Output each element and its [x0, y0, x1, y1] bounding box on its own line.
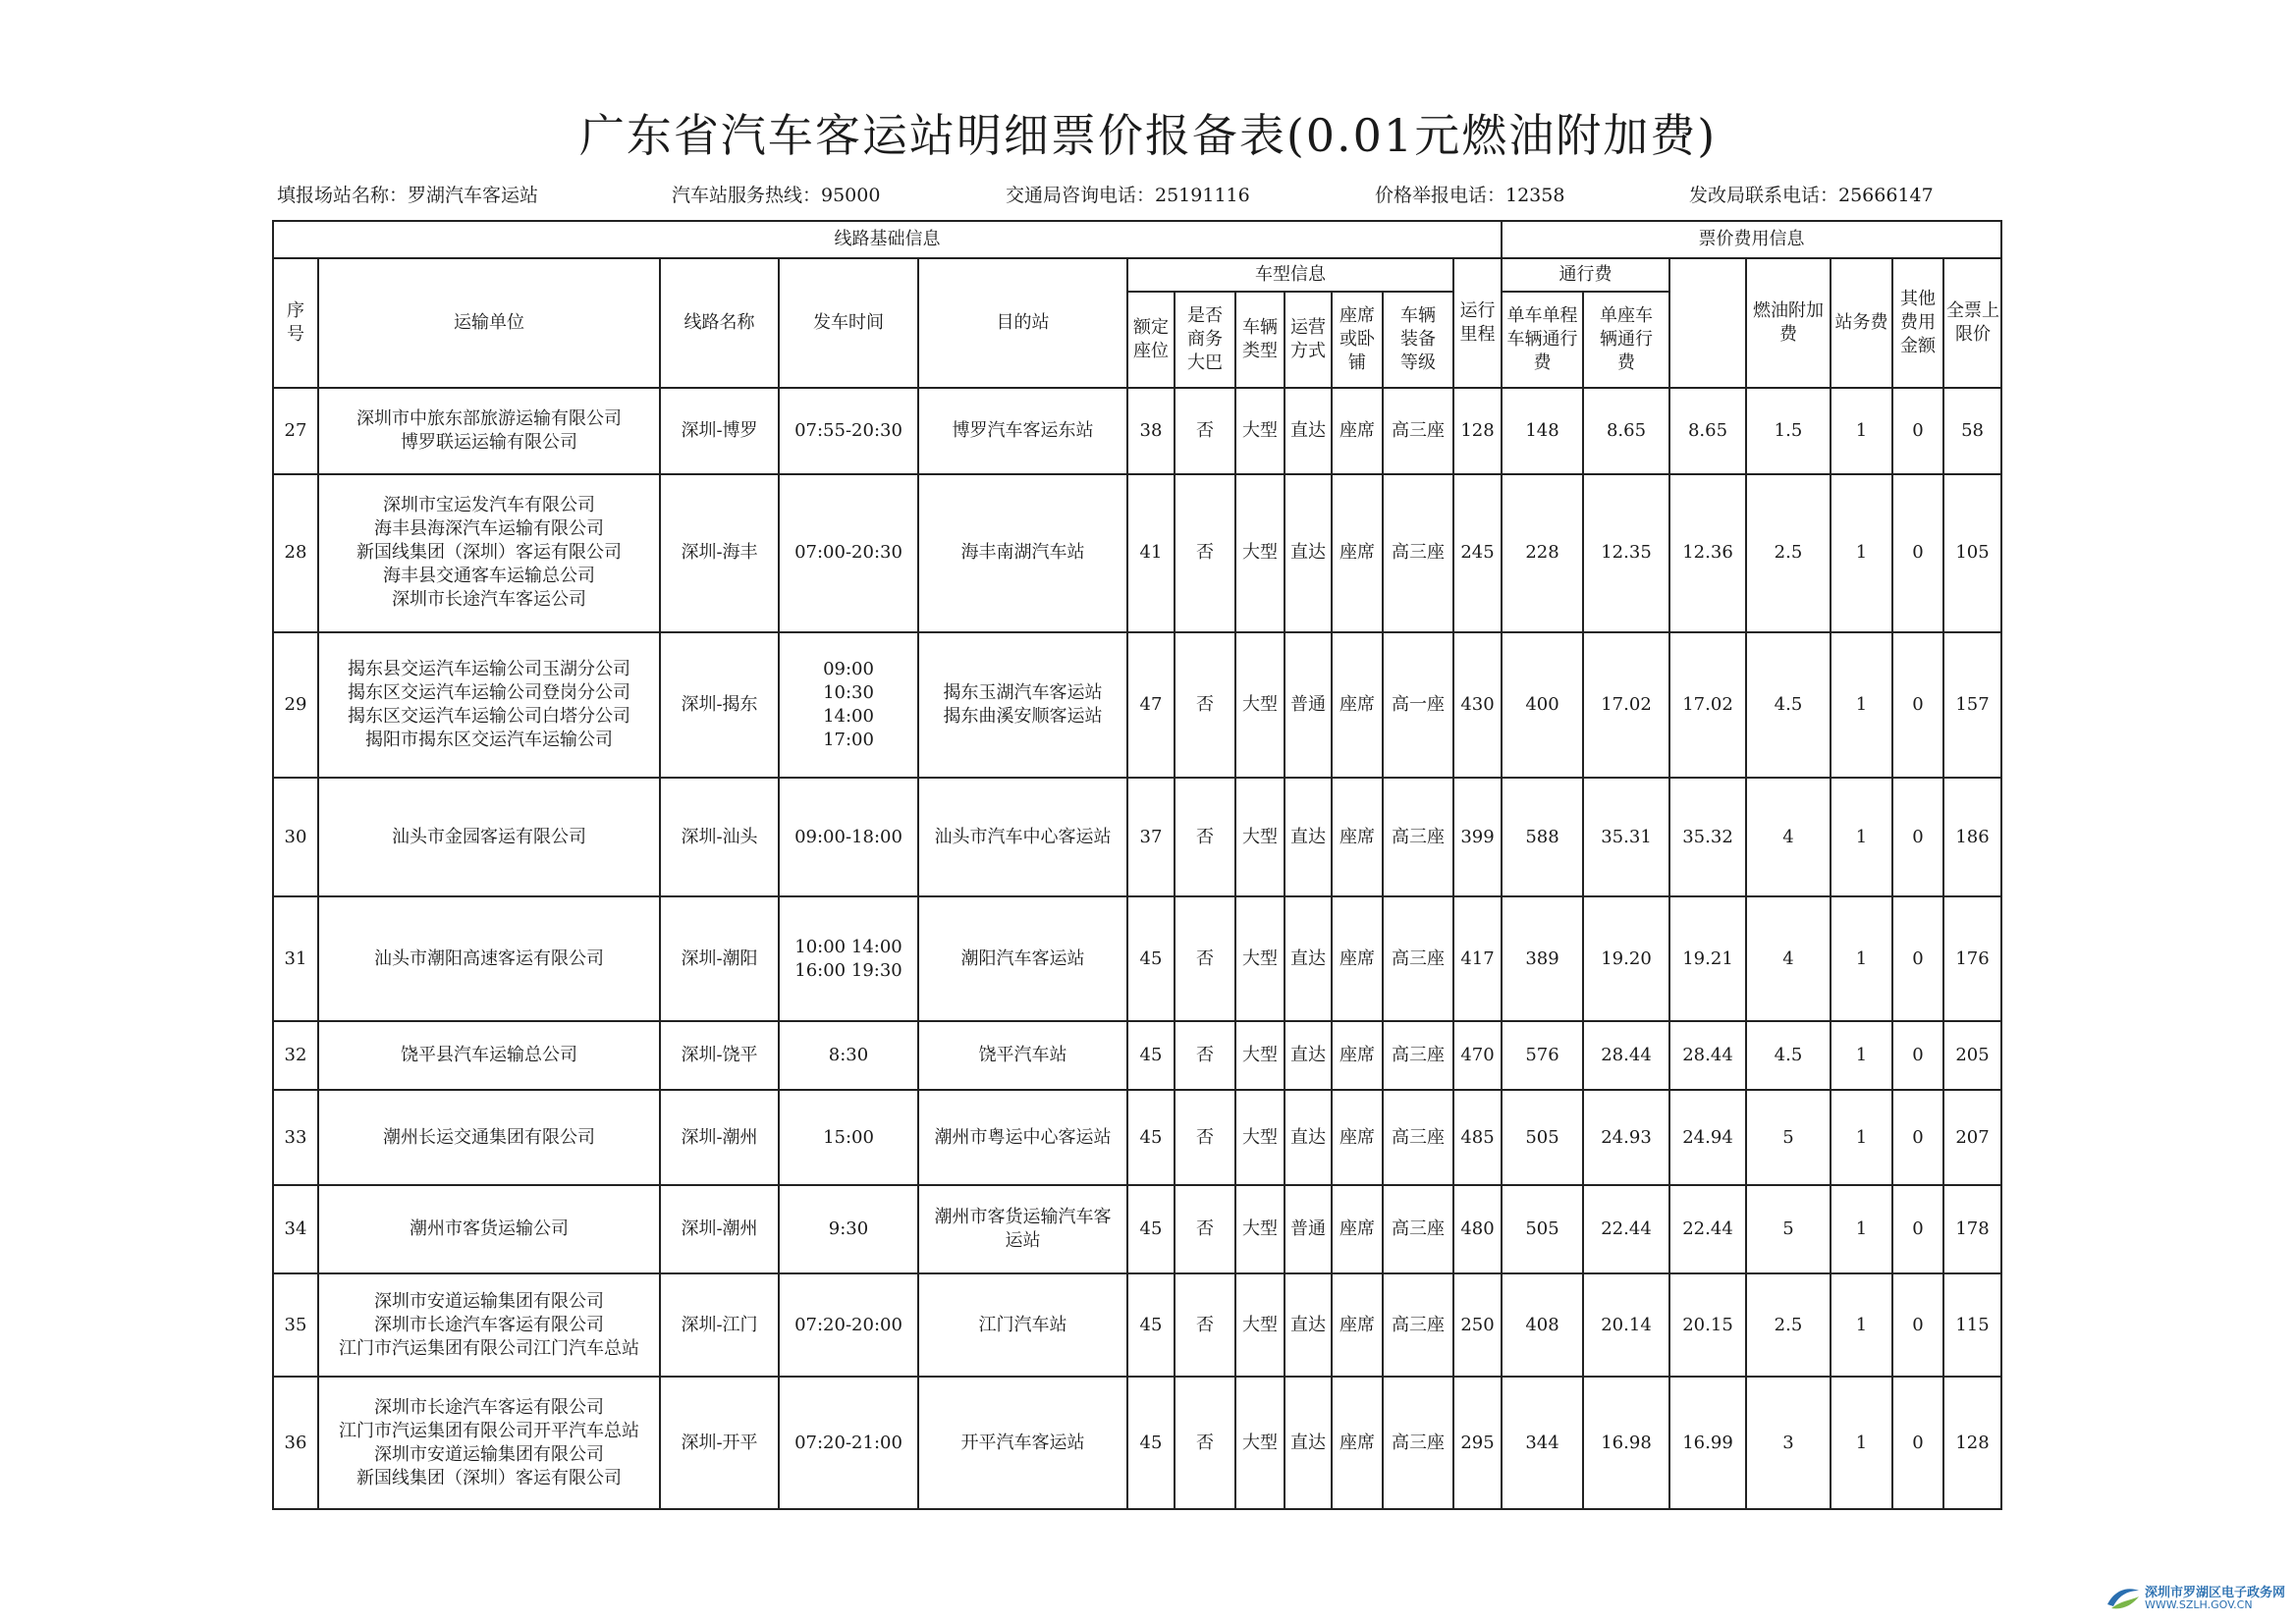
toll-seat-cell: 16.98	[1583, 1377, 1669, 1509]
mileage-cell: 485	[1453, 1090, 1502, 1185]
company-cell-line: 江门市汽运集团有限公司开平汽车总站	[339, 1420, 639, 1441]
company-cell-line: 揭东区交运汽车运输公司白塔分公司	[348, 705, 630, 727]
seq-cell: 28	[273, 474, 318, 632]
seq-cell: 36	[273, 1377, 318, 1509]
dest-cell	[918, 778, 1127, 896]
other-fee-cell: 0	[1892, 388, 1943, 474]
toll-single-cell: 576	[1502, 1021, 1583, 1090]
station-fee-cell: 1	[1831, 388, 1892, 474]
business-cell: 否	[1175, 1021, 1235, 1090]
mode-cell: 普通	[1285, 632, 1332, 779]
time-cell	[779, 388, 918, 474]
other-fee-cell: 0	[1892, 1273, 1943, 1377]
mode-cell: 直达	[1285, 1377, 1332, 1509]
station-hotline: 汽车站服务热线：95000	[672, 185, 881, 206]
company-cell-line: 汕头市潮阳高速客运有限公司	[374, 947, 604, 969]
time-cell	[779, 778, 918, 896]
mileage-cell: 430	[1453, 632, 1502, 779]
seq-cell: 27	[273, 388, 318, 474]
col-mode: 运营方式	[1285, 292, 1332, 388]
watermark-logo	[2105, 1579, 2292, 1618]
line-cell: 深圳-饶平	[660, 1021, 779, 1090]
time-cell-line: 15:00	[823, 1126, 874, 1148]
col-seat-type: 座席或卧铺	[1332, 292, 1383, 388]
station-name: 填报场站名称：罗湖汽车客运站	[277, 185, 539, 206]
time-cell-line: 10:00 14:00	[794, 936, 902, 957]
dest-cell	[918, 632, 1127, 779]
col-grade: 车辆装备等级	[1383, 292, 1453, 388]
time-cell-line: 14:00	[823, 705, 874, 727]
station-fee-cell: 1	[1831, 1273, 1892, 1377]
toll-single-cell: 148	[1502, 388, 1583, 474]
seq-cell: 30	[273, 778, 318, 896]
grade-cell: 高三座	[1383, 1090, 1453, 1185]
station-fee-cell: 1	[1831, 896, 1892, 1021]
station-fee-cell: 1	[1831, 778, 1892, 896]
company-cell	[318, 896, 660, 1021]
company-cell-line: 深圳市长途汽车客运有限公司	[374, 1396, 604, 1418]
dest-cell-line: 饶平汽车站	[978, 1045, 1067, 1066]
col-mileage: 运行里程	[1453, 258, 1502, 388]
mode-cell: 直达	[1285, 388, 1332, 474]
limit-cell: 115	[1943, 1273, 2001, 1377]
business-cell: 否	[1175, 388, 1235, 474]
company-cell-line: 海丰县海深汽车运输有限公司	[374, 518, 604, 540]
dest-cell	[918, 896, 1127, 1021]
fare-cell: 20.15	[1669, 1273, 1746, 1377]
vtype-cell: 大型	[1235, 388, 1285, 474]
seat-type-cell: 座席	[1332, 1185, 1383, 1274]
seat-type-cell: 座席	[1332, 474, 1383, 632]
col-dest: 目的站	[918, 258, 1127, 388]
company-cell-line: 深圳市宝运发汽车有限公司	[383, 495, 595, 516]
business-cell: 否	[1175, 1185, 1235, 1274]
col-toll-single: 单车单程车辆通行费	[1502, 292, 1583, 388]
dest-cell-line: 潮阳汽车客运站	[960, 947, 1085, 969]
seat-type-cell: 座席	[1332, 896, 1383, 1021]
fuel-cell: 1.5	[1746, 388, 1831, 474]
company-cell-line: 深圳市长途汽车客运有限公司	[374, 1314, 604, 1335]
dest-cell	[918, 1273, 1127, 1377]
line-cell: 深圳-潮州	[660, 1185, 779, 1274]
fuel-cell: 2.5	[1746, 474, 1831, 632]
dest-cell	[918, 474, 1127, 632]
company-cell	[318, 1021, 660, 1090]
other-fee-cell: 0	[1892, 896, 1943, 1021]
company-cell	[318, 1185, 660, 1274]
limit-cell: 176	[1943, 896, 2001, 1021]
table-row	[273, 1377, 2001, 1509]
toll-single-cell: 505	[1502, 1185, 1583, 1274]
grade-cell: 高三座	[1383, 778, 1453, 896]
company-cell-line: 深圳市安道运输集团有限公司	[374, 1290, 604, 1312]
time-cell	[779, 1090, 918, 1185]
table-row	[273, 632, 2001, 779]
time-cell	[779, 474, 918, 632]
col-blank	[1669, 258, 1746, 388]
toll-seat-cell: 17.02	[1583, 632, 1669, 779]
station-fee-cell: 1	[1831, 474, 1892, 632]
fuel-cell: 3	[1746, 1377, 1831, 1509]
fuel-cell: 4.5	[1746, 632, 1831, 779]
col-other: 其他费用金额	[1892, 258, 1943, 388]
seats-cell: 47	[1127, 632, 1175, 779]
traffic-bureau-phone: 交通局咨询电话：25191116	[1006, 185, 1250, 206]
company-cell-line: 新国线集团（深圳）客运有限公司	[356, 542, 622, 564]
line-cell: 深圳-揭东	[660, 632, 779, 779]
business-cell: 否	[1175, 1377, 1235, 1509]
reform-bureau-phone: 发改局联系电话：25666147	[1689, 185, 1934, 206]
watermark-title: 深圳市罗湖区电子政务网	[2145, 1586, 2286, 1600]
company-cell-line: 潮州长运交通集团有限公司	[383, 1126, 595, 1148]
toll-single-cell: 505	[1502, 1090, 1583, 1185]
toll-seat-cell: 20.14	[1583, 1273, 1669, 1377]
vtype-cell: 大型	[1235, 896, 1285, 1021]
business-cell: 否	[1175, 474, 1235, 632]
grade-cell: 高三座	[1383, 1021, 1453, 1090]
vtype-cell: 大型	[1235, 632, 1285, 779]
mileage-cell: 250	[1453, 1273, 1502, 1377]
vtype-cell: 大型	[1235, 1273, 1285, 1377]
mode-cell: 直达	[1285, 1021, 1332, 1090]
other-fee-cell: 0	[1892, 778, 1943, 896]
fuel-cell: 4	[1746, 778, 1831, 896]
mode-cell: 直达	[1285, 474, 1332, 632]
time-cell-line: 17:00	[823, 729, 874, 750]
company-cell	[318, 388, 660, 474]
company-cell-line: 海丰县交通客车运输总公司	[383, 566, 595, 587]
station-fee-cell: 1	[1831, 1090, 1892, 1185]
fare-cell: 8.65	[1669, 388, 1746, 474]
seat-type-cell: 座席	[1332, 1273, 1383, 1377]
company-cell-line: 深圳市长途汽车客运公司	[392, 589, 586, 611]
limit-cell: 186	[1943, 778, 2001, 896]
time-cell-line: 8:30	[828, 1045, 869, 1066]
table-row	[273, 474, 2001, 632]
seq-cell: 35	[273, 1273, 318, 1377]
toll-seat-cell: 35.31	[1583, 778, 1669, 896]
toll-single-cell: 408	[1502, 1273, 1583, 1377]
mode-cell: 直达	[1285, 1273, 1332, 1377]
grade-cell: 高三座	[1383, 388, 1453, 474]
limit-cell: 207	[1943, 1090, 2001, 1185]
grade-cell: 高三座	[1383, 1273, 1453, 1377]
station-fee-cell: 1	[1831, 1377, 1892, 1509]
company-cell	[318, 1090, 660, 1185]
time-cell-line: 09:00-18:00	[794, 826, 902, 847]
mode-cell: 直达	[1285, 1090, 1332, 1185]
col-business: 是否商务大巴	[1175, 292, 1235, 388]
time-cell-line: 16:00 19:30	[794, 959, 902, 981]
dest-cell-line: 潮州市粤运中心客运站	[934, 1126, 1112, 1148]
seq-cell: 32	[273, 1021, 318, 1090]
toll-single-cell: 344	[1502, 1377, 1583, 1509]
col-seq: 序号	[273, 258, 318, 388]
business-cell: 否	[1175, 1273, 1235, 1377]
toll-seat-cell: 8.65	[1583, 388, 1669, 474]
limit-cell: 157	[1943, 632, 2001, 779]
seats-cell: 38	[1127, 388, 1175, 474]
seq-cell: 29	[273, 632, 318, 779]
fuel-cell: 4.5	[1746, 1021, 1831, 1090]
col-toll-group: 通行费	[1502, 258, 1669, 292]
table-row	[273, 1090, 2001, 1185]
group-route-info: 线路基础信息	[273, 221, 1502, 258]
time-cell-line: 9:30	[828, 1218, 869, 1240]
company-cell-line: 揭阳市揭东区交运汽车运输公司	[365, 729, 613, 750]
station-fee-cell: 1	[1831, 632, 1892, 779]
fuel-cell: 5	[1746, 1090, 1831, 1185]
limit-cell: 128	[1943, 1377, 2001, 1509]
seat-type-cell: 座席	[1332, 632, 1383, 779]
dest-cell	[918, 388, 1127, 474]
mileage-cell: 128	[1453, 388, 1502, 474]
vtype-cell: 大型	[1235, 1377, 1285, 1509]
table-row	[273, 1273, 2001, 1377]
grade-cell: 高三座	[1383, 1185, 1453, 1274]
time-cell	[779, 1021, 918, 1090]
dest-cell-line: 揭东曲溪安顺客运站	[943, 705, 1103, 727]
grade-cell: 高一座	[1383, 632, 1453, 779]
time-cell-line: 10:30	[823, 681, 874, 703]
dest-cell	[918, 1090, 1127, 1185]
business-cell: 否	[1175, 778, 1235, 896]
col-company: 运输单位	[318, 258, 660, 388]
other-fee-cell: 0	[1892, 632, 1943, 779]
toll-single-cell: 588	[1502, 778, 1583, 896]
company-cell	[318, 1273, 660, 1377]
time-cell	[779, 1185, 918, 1274]
line-cell: 深圳-开平	[660, 1377, 779, 1509]
company-cell-line: 潮州市客货运输公司	[410, 1218, 569, 1240]
company-cell	[318, 778, 660, 896]
time-cell	[779, 632, 918, 779]
fuel-cell: 4	[1746, 896, 1831, 1021]
mileage-cell: 417	[1453, 896, 1502, 1021]
line-cell: 深圳-江门	[660, 1273, 779, 1377]
dest-cell-line: 博罗汽车客运东站	[952, 419, 1094, 441]
seats-cell: 45	[1127, 896, 1175, 1021]
dest-cell-line: 揭东玉湖汽车客运站	[943, 681, 1103, 703]
company-cell	[318, 632, 660, 779]
time-cell-line: 09:00	[823, 658, 874, 679]
col-toll-seat: 单座车辆通行费	[1583, 292, 1669, 388]
line-cell: 深圳-海丰	[660, 474, 779, 632]
toll-single-cell: 389	[1502, 896, 1583, 1021]
other-fee-cell: 0	[1892, 1185, 1943, 1274]
mileage-cell: 470	[1453, 1021, 1502, 1090]
col-line: 线路名称	[660, 258, 779, 388]
seat-type-cell: 座席	[1332, 778, 1383, 896]
time-cell	[779, 1273, 918, 1377]
company-cell-line: 汕头市金园客运有限公司	[392, 826, 586, 847]
table-row	[273, 896, 2001, 1021]
company-cell-line: 江门市汽运集团有限公司江门汽车总站	[339, 1337, 639, 1359]
company-cell-line: 揭东县交运汽车运输公司玉湖分公司	[348, 658, 630, 679]
seat-type-cell: 座席	[1332, 1377, 1383, 1509]
table-row	[273, 388, 2001, 474]
company-cell	[318, 1377, 660, 1509]
toll-seat-cell: 24.93	[1583, 1090, 1669, 1185]
seq-cell: 34	[273, 1185, 318, 1274]
fare-cell: 28.44	[1669, 1021, 1746, 1090]
fare-cell: 12.36	[1669, 474, 1746, 632]
mileage-cell: 399	[1453, 778, 1502, 896]
limit-cell: 205	[1943, 1021, 2001, 1090]
time-cell-line: 07:20-21:00	[794, 1432, 902, 1453]
page-title: 广东省汽车客运站明细票价报备表(0.01元燃油附加费)	[578, 109, 1718, 162]
grade-cell: 高三座	[1383, 1377, 1453, 1509]
seq-cell: 33	[273, 1090, 318, 1185]
col-seats: 额定座位	[1127, 292, 1175, 388]
line-cell: 深圳-汕头	[660, 778, 779, 896]
seats-cell: 41	[1127, 474, 1175, 632]
toll-single-cell: 228	[1502, 474, 1583, 632]
station-fee-cell: 1	[1831, 1021, 1892, 1090]
vtype-cell: 大型	[1235, 1090, 1285, 1185]
business-cell: 否	[1175, 1090, 1235, 1185]
company-cell-line: 饶平县汽车运输总公司	[401, 1045, 577, 1066]
line-cell: 深圳-潮州	[660, 1090, 779, 1185]
col-time: 发车时间	[779, 258, 918, 388]
vtype-cell: 大型	[1235, 1021, 1285, 1090]
table-row	[273, 1185, 2001, 1274]
fare-cell: 24.94	[1669, 1090, 1746, 1185]
company-cell-line: 深圳市安道运输集团有限公司	[374, 1443, 604, 1465]
limit-cell: 58	[1943, 388, 2001, 474]
fuel-cell: 2.5	[1746, 1273, 1831, 1377]
seats-cell: 45	[1127, 1273, 1175, 1377]
time-cell-line: 07:20-20:00	[794, 1314, 902, 1335]
time-cell-line: 07:00-20:30	[794, 542, 902, 564]
company-cell-line: 博罗联运运输有限公司	[401, 431, 577, 453]
vtype-cell: 大型	[1235, 1185, 1285, 1274]
seat-type-cell: 座席	[1332, 1021, 1383, 1090]
seq-cell: 31	[273, 896, 318, 1021]
time-cell	[779, 896, 918, 1021]
toll-seat-cell: 19.20	[1583, 896, 1669, 1021]
seats-cell: 45	[1127, 1021, 1175, 1090]
toll-single-cell: 400	[1502, 632, 1583, 779]
seat-type-cell: 座席	[1332, 388, 1383, 474]
seats-cell: 45	[1127, 1090, 1175, 1185]
company-cell	[318, 474, 660, 632]
price-report-phone: 价格举报电话：12358	[1375, 185, 1565, 206]
company-cell-line: 揭东区交运汽车运输公司登岗分公司	[348, 681, 630, 703]
fuel-cell: 5	[1746, 1185, 1831, 1274]
fare-cell: 19.21	[1669, 896, 1746, 1021]
table-row	[273, 778, 2001, 896]
line-cell: 深圳-博罗	[660, 388, 779, 474]
col-station-fee: 站务费	[1831, 258, 1892, 388]
dest-cell	[918, 1185, 1127, 1274]
company-cell-line: 新国线集团（深圳）客运有限公司	[356, 1467, 622, 1488]
time-cell-line: 07:55-20:30	[794, 419, 902, 441]
fare-cell: 17.02	[1669, 632, 1746, 779]
grade-cell: 高三座	[1383, 896, 1453, 1021]
line-cell: 深圳-潮阳	[660, 896, 779, 1021]
dest-cell-line: 运站	[1005, 1230, 1041, 1252]
other-fee-cell: 0	[1892, 1090, 1943, 1185]
dest-cell-line: 潮州市客货运输汽车客	[934, 1207, 1112, 1228]
mode-cell: 普通	[1285, 1185, 1332, 1274]
mileage-cell: 480	[1453, 1185, 1502, 1274]
mileage-cell: 295	[1453, 1377, 1502, 1509]
watermark-url: WWW.SZLH.GOV.CN	[2145, 1598, 2253, 1611]
vtype-cell: 大型	[1235, 778, 1285, 896]
swoosh-icon	[2105, 1583, 2141, 1612]
seats-cell: 37	[1127, 778, 1175, 896]
col-vehicle-group: 车型信息	[1127, 258, 1453, 292]
other-fee-cell: 0	[1892, 1021, 1943, 1090]
company-cell-line: 深圳市中旅东部旅游运输有限公司	[356, 407, 622, 429]
other-fee-cell: 0	[1892, 1377, 1943, 1509]
toll-seat-cell: 22.44	[1583, 1185, 1669, 1274]
fare-cell: 16.99	[1669, 1377, 1746, 1509]
seats-cell: 45	[1127, 1185, 1175, 1274]
toll-seat-cell: 28.44	[1583, 1021, 1669, 1090]
business-cell: 否	[1175, 632, 1235, 779]
table-row	[273, 1021, 2001, 1090]
limit-cell: 105	[1943, 474, 2001, 632]
mode-cell: 直达	[1285, 896, 1332, 1021]
col-limit: 全票上限价	[1943, 258, 2001, 388]
fare-table	[272, 220, 2002, 1510]
col-vtype: 车辆类型	[1235, 292, 1285, 388]
mileage-cell: 245	[1453, 474, 1502, 632]
fare-cell: 22.44	[1669, 1185, 1746, 1274]
dest-cell	[918, 1377, 1127, 1509]
time-cell	[779, 1377, 918, 1509]
vtype-cell: 大型	[1235, 474, 1285, 632]
business-cell: 否	[1175, 896, 1235, 1021]
fare-cell: 35.32	[1669, 778, 1746, 896]
station-fee-cell: 1	[1831, 1185, 1892, 1274]
dest-cell-line: 开平汽车客运站	[960, 1432, 1085, 1453]
toll-seat-cell: 12.35	[1583, 474, 1669, 632]
col-fuel: 燃油附加费	[1746, 258, 1831, 388]
seat-type-cell: 座席	[1332, 1090, 1383, 1185]
dest-cell-line: 汕头市汽车中心客运站	[934, 826, 1112, 847]
dest-cell-line: 海丰南湖汽车站	[960, 542, 1085, 564]
mode-cell: 直达	[1285, 778, 1332, 896]
other-fee-cell: 0	[1892, 474, 1943, 632]
group-fee-info: 票价费用信息	[1502, 221, 2001, 258]
dest-cell-line: 江门汽车站	[978, 1314, 1067, 1335]
grade-cell: 高三座	[1383, 474, 1453, 632]
dest-cell	[918, 1021, 1127, 1090]
seats-cell: 45	[1127, 1377, 1175, 1509]
limit-cell: 178	[1943, 1185, 2001, 1274]
